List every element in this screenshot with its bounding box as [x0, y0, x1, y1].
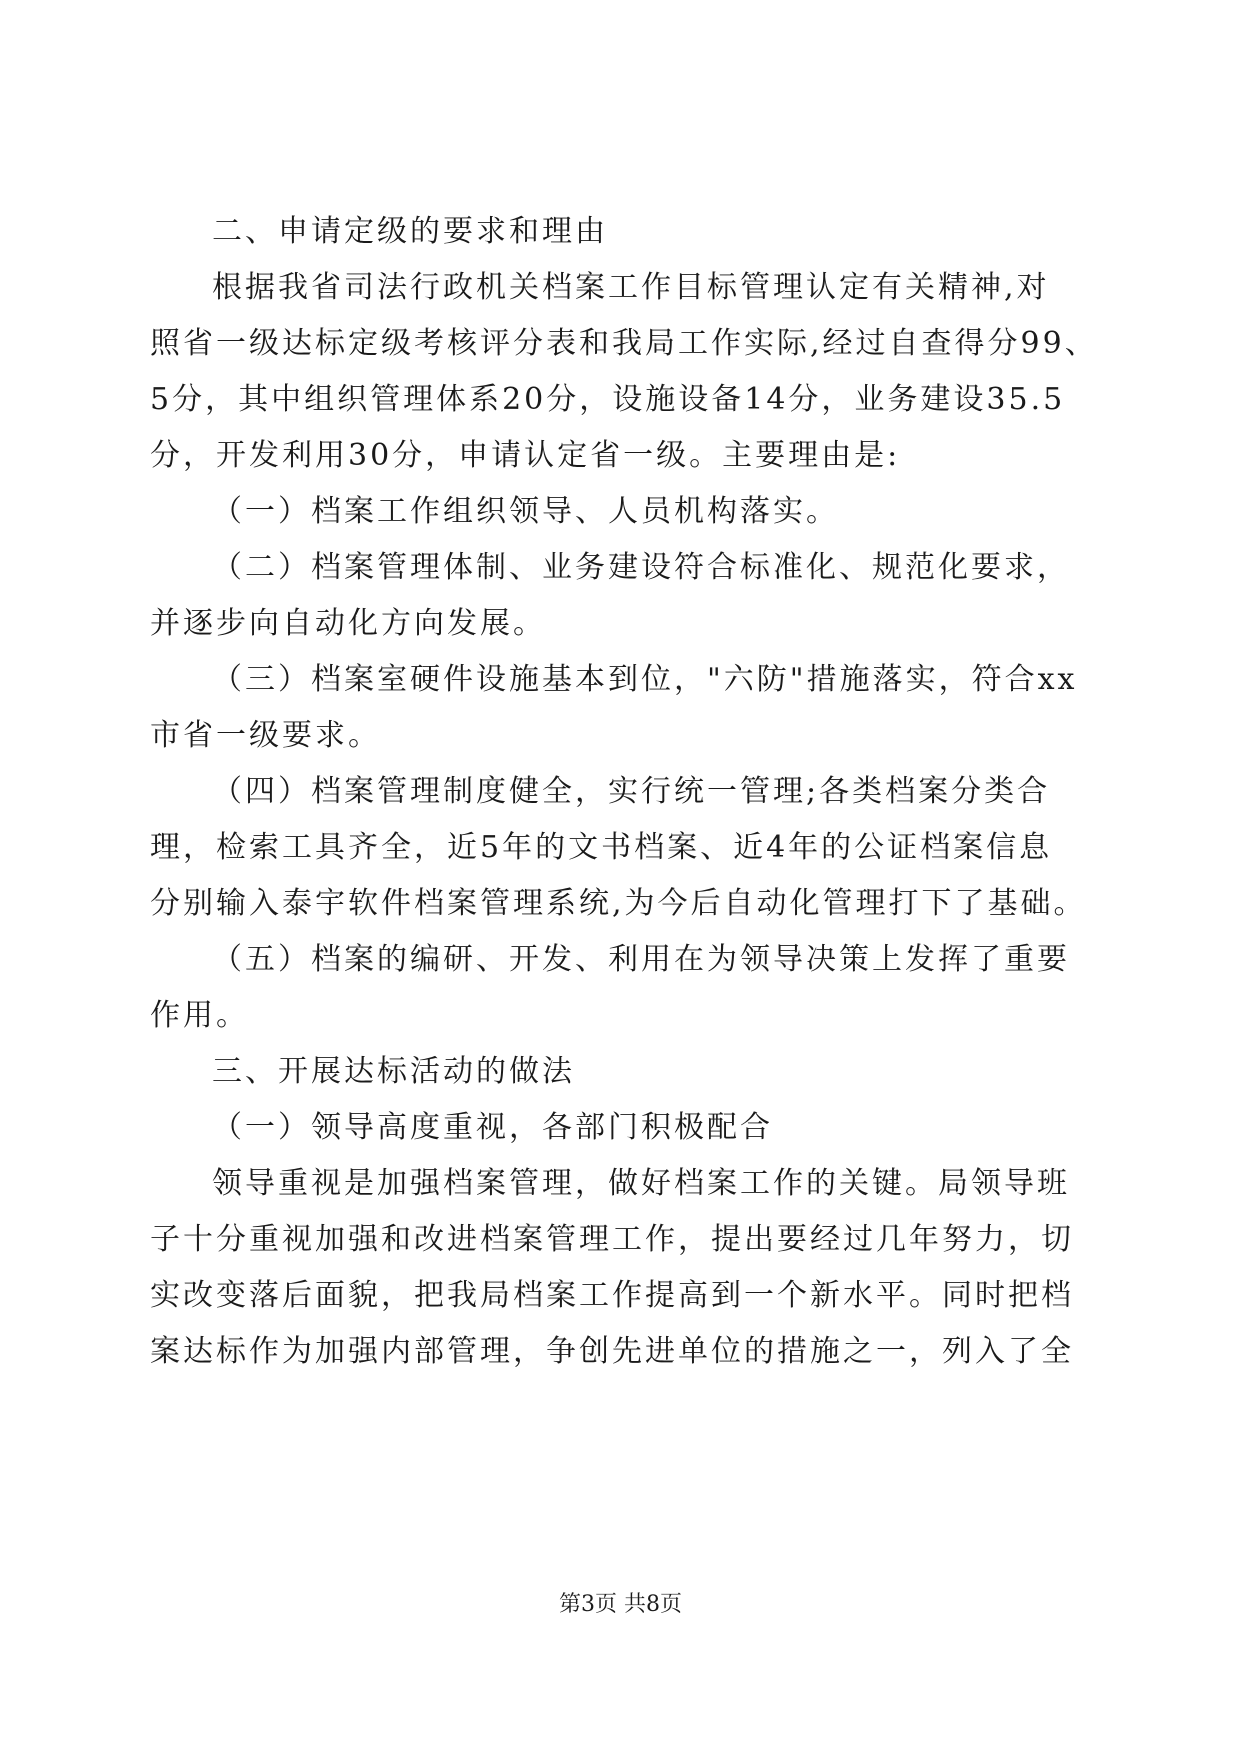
paragraph-line: 根据我省司法行政机关档案工作目标管理认定有关精神,对 [212, 270, 1050, 305]
paragraph-line: 作用。 [150, 998, 249, 1033]
subsection-heading-1: （一）领导高度重视，各部门积极配合 [212, 1110, 773, 1145]
paragraph-line: 5分，其中组织管理体系20分，设施设备14分，业务建设35.5 [150, 382, 1066, 417]
list-item-3: （三）档案室硬件设施基本到位，"六防"措施落实，符合xx [212, 662, 1078, 697]
paragraph-line: 实改变落后面貌，把我局档案工作提高到一个新水平。同时把档 [150, 1278, 1074, 1313]
paragraph-line: 并逐步向自动化方向发展。 [150, 606, 546, 641]
paragraph-line: 分别输入泰宇软件档案管理系统,为今后自动化管理打下了基础。 [150, 886, 1087, 921]
list-item-4: （四）档案管理制度健全，实行统一管理;各类档案分类合 [212, 774, 1051, 809]
paragraph-line: 子十分重视加强和改进档案管理工作，提出要经过几年努力，切 [150, 1222, 1074, 1257]
paragraph-line: 照省一级达标定级考核评分表和我局工作实际,经过自查得分99、 [150, 326, 1098, 361]
list-item-1: （一）档案工作组织领导、人员机构落实。 [212, 494, 839, 529]
paragraph-line: 市省一级要求。 [150, 718, 381, 753]
list-item-5: （五）档案的编研、开发、利用在为领导决策上发挥了重要 [212, 942, 1070, 977]
paragraph-line: 案达标作为加强内部管理，争创先进单位的措施之一，列入了全 [150, 1334, 1074, 1369]
section-heading-2: 二、申请定级的要求和理由 [212, 214, 608, 249]
list-item-2: （二）档案管理体制、业务建设符合标准化、规范化要求， [212, 550, 1070, 585]
paragraph-line: 领导重视是加强档案管理，做好档案工作的关键。局领导班 [212, 1166, 1070, 1201]
paragraph-line: 分，开发利用30分，申请认定省一级。主要理由是: [150, 438, 901, 473]
page-footer: 第3页 共8页 [559, 1592, 682, 1617]
paragraph-line: 理，检索工具齐全，近5年的文书档案、近4年的公证档案信息 [150, 830, 1053, 865]
section-heading-3: 三、开展达标活动的做法 [212, 1054, 575, 1089]
